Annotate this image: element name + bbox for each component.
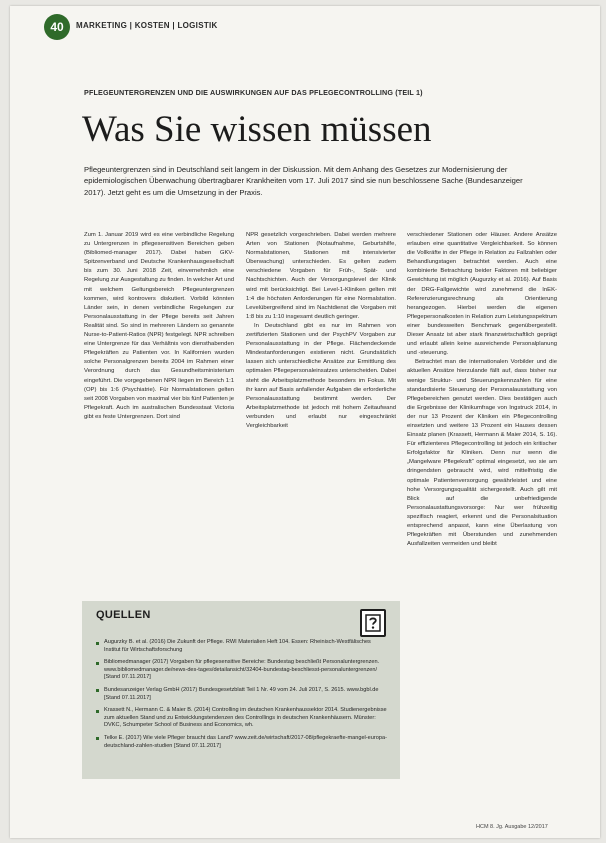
paragraph: NPR gesetzlich vorgeschrieben. Dabei werden mehrere Arten von Stationen (Notaufnahme, Geburtshilfe, Normalstationen, Stationen mit intensivierter Überwachung) unterschieden. Es gelten zudem verschiedene Vorgaben für Früh-, Spät- und Nachtschichten. Auch der Versorgungslevel der Klinik wird mit berücksichtigt. Bei Level-1-Kliniken gelten mit 1:4 die höchsten Anforderungen für eine Normalstation. Levelübergreifend sind im Nachtdienst die Vorgaben mit 1:8 bis zu 1:10 insgesamt deutlich geringer.: [246, 232, 396, 320]
magazine-page: [10, 6, 600, 838]
text-column-2: [246, 231, 396, 593]
source-item: Augurzky B. et al. (2016) Die Zukunft der Pflege. RWI Materialien Heft 104. Essen: Rheinisch-Westfälisches Institut für Wirtschaftsforschung: [96, 639, 388, 654]
sources-title: QUELLEN: [96, 609, 151, 621]
article-title: Was Sie wissen müssen: [82, 109, 432, 150]
article-kicker: PFLEGEUNTERGRENZEN UND DIE AUSWIRKUNGEN AUF DAS PFLEGECONTROLLING (TEIL 1): [84, 88, 423, 97]
text-column-1: [84, 231, 234, 593]
sources-list: [96, 639, 388, 755]
paragraph: verschiedener Stationen oder Häuser. Andere Ansätze erlauben eine quantitative Vergleichbarkeit. So können die Vollkräfte in der Pflege in Relation zu Fallzahlen oder Behandlungstagen betrachtet werden. Auch eine kombinierte Betrachtung beider Faktoren mit beliebiger Gewichtung ist möglich (Augurzky et al. 2016). Auf Basis der DRG-Fallgewichte wird zunehmend die InEK-Referenzierungsrechnung als Orientierung herangezogen. Hierbei werden die eigenen Pflegepersonalkosten in Relation zum Leistungsspektrum einer bundesweiten Benchmark gegenübergestellt. Dieser Ansatz ist aber stark finanzwirtschaftlich geprägt und erlaubt allein keine ausreichende Personalplanung und -steuerung.: [407, 232, 557, 357]
section-label: MARKETING | KOSTEN | LOGISTIK: [76, 21, 218, 30]
text-column-3: [407, 231, 557, 799]
paragraph: Betrachtet man die internationalen Vorbilder und die aktuellen Ansätze hierzulande fällt auf, dass bisher nur wenige Struktur- und Steuerungskennzahlen für eine standardisierte Steuerung der Personalausstattung von Pflegebereichen genutzt werden. Dies bestätigen auch die Ergebnisse der Klinikumfrage von Ingstruck 2014, in der nur 13 Prozent der Kliniken ein Pflegecontrolling einsetzten und weitere 13 Prozent ein Hauses dessen Einsatz planen (Krassett, Hermann & Maier 2014, S. 16). Für effizienteres Pflegecontrolling ist jedoch ein kritischer Erfolgsfaktor für Kliniken. Denn nur wenn die „Mangelware Pflegekraft“ optimal eingesetzt, wo sie am dringendsten gebraucht wird, wird mittelfristig die optimale Patientenversorgung gewährleistet und eine hohe Versorgungsqualität sichergestellt. Auch gilt mit Blick auf die unbefriedigende Personalaustattungsvorsorge: Nur wer frühzeitig spezifisch reagiert, erkennt und die Personalsituation entsprechend anpasst, kann eine Überlastung von Pflegekräften mit Überstunden und zunehmenden Ausfallzeiten vermeiden und bleibt: [407, 359, 557, 548]
sources-box: [82, 601, 400, 779]
source-item: Bibliomedmanager (2017) Vorgaben für pflegesensitive Bereiche: Bundestag beschließt Personaluntergrenzen. www.bibliomedmanager.de/news-des-tages/detailansicht/32404-bundestag-beschliesst-personaluntergrenzen/ [Stand 07.11.2017]: [96, 659, 388, 682]
page-footer: HCM 8. Jg. Ausgabe 12/2017: [476, 824, 548, 830]
source-item: Bundesanzeiger Verlag GmbH (2017) Bundesgesetzblatt Teil 1 Nr. 49 vom 24. Juli 2017, S. 2615. www.bgbl.de [Stand 07.11.2017]: [96, 687, 388, 702]
paragraph: Zum 1. Januar 2019 wird es eine verbindliche Regelung zu Untergrenzen in pflegesensitiven Bereichen geben (Bibliomed-manager 2017). Dabei haben GKV-Spitzenverband und Deutsche Krankenhausgesellschaft bis zum 30. Juni 2018 Zeit, einvernehmlich eine Regelung zur Ausgestaltung zu finden. In welcher Art und mit welchem Geltungsbereich Pflegeuntergrenzen kommen, wird kontrovers diskutiert. Vorbild könnten Länder sein, in denen verbindliche Regelungen zur Personalausstattung in der Pflege bereits seit Jahren Realität sind. So sind in mehreren Ländern so genannte Nurse-to-Patient-Ratios (NPR) festgelegt. NPR schreiben eine Untergrenze für das Verhältnis von diensthabenden Pflegekräften zu Patienten vor. In Kalifornien wurden solche Personalgrenzen bereits 2004 im Rahmen einer Verordnung durch das Gesundheitsministerium eingeführt. Die vorgegebenen NPR liegen im Bereich 1:1 (OP) bis 1:6 (Psychiatrie). Für Normalstationen gelten seit 2008 Vorgaben von maximal vier bis fünf Patienten je Pflegekraft. Auch im australischen Bundesstaat Victoria gibt es feste Untergrenzen. Dort sind: [84, 232, 234, 420]
article-lead: Pflegeuntergrenzen sind in Deutschland seit langem in der Diskussion. Mit dem Anhang des Gesetzes zur Modernisierung der epidemiologischen Überwachung übertragbarer Krankheiten vom 17. Juli 2017 sind sie nun beschlossene Sache (Bundesanzeiger 2017). Jetzt geht es um die Umsetzung in der Praxis.: [84, 165, 523, 197]
source-item: Krassett N., Hermann C. & Maier B. (2014) Controlling im deutschen Krankenhaussektor 2014. Studienergebnisse zum aktuellen Stand und zu Entwicklungstendenzen des Controllings in deutschen Krankenhäusern. Münster: DVKC, Schumpeter School of Business and Economics, wh.: [96, 707, 388, 730]
paragraph: In Deutschland gibt es nur im Rahmen von zertifizierten Stationen und der PsychPV Vorgaben zur Personalausstattung in der Pflege. Flächendeckende Mindestanforderungen existieren nicht. Grundsätzlich lassen sich unterschiedliche Ansätze zur Ermittlung des optimalen Pflegepersonaleinsatzes unterscheiden. Dabei steht die Arbeitsplatzmethode besonders im Fokus. Mit ihr kann auf Basis anfallender Aufgaben die erforderliche Personalausstattung bestimmt werden. Der Arbeitsplatzmethode ist jedoch mit hohem Zeitaufwand verbunden und erlaubt nur eingeschränkt Vergleichbarkeit: [246, 322, 396, 429]
question-book-icon: [360, 609, 386, 637]
source-item: Telke E. (2017) Wie viele Pfleger braucht das Land? www.zeit.de/wirtschaft/2017-08/pflegekraefte-mangel-europa-deutschland-zahlen-studien [Stand 07.11.2017]: [96, 735, 388, 750]
page-number-badge: 40: [44, 14, 70, 40]
